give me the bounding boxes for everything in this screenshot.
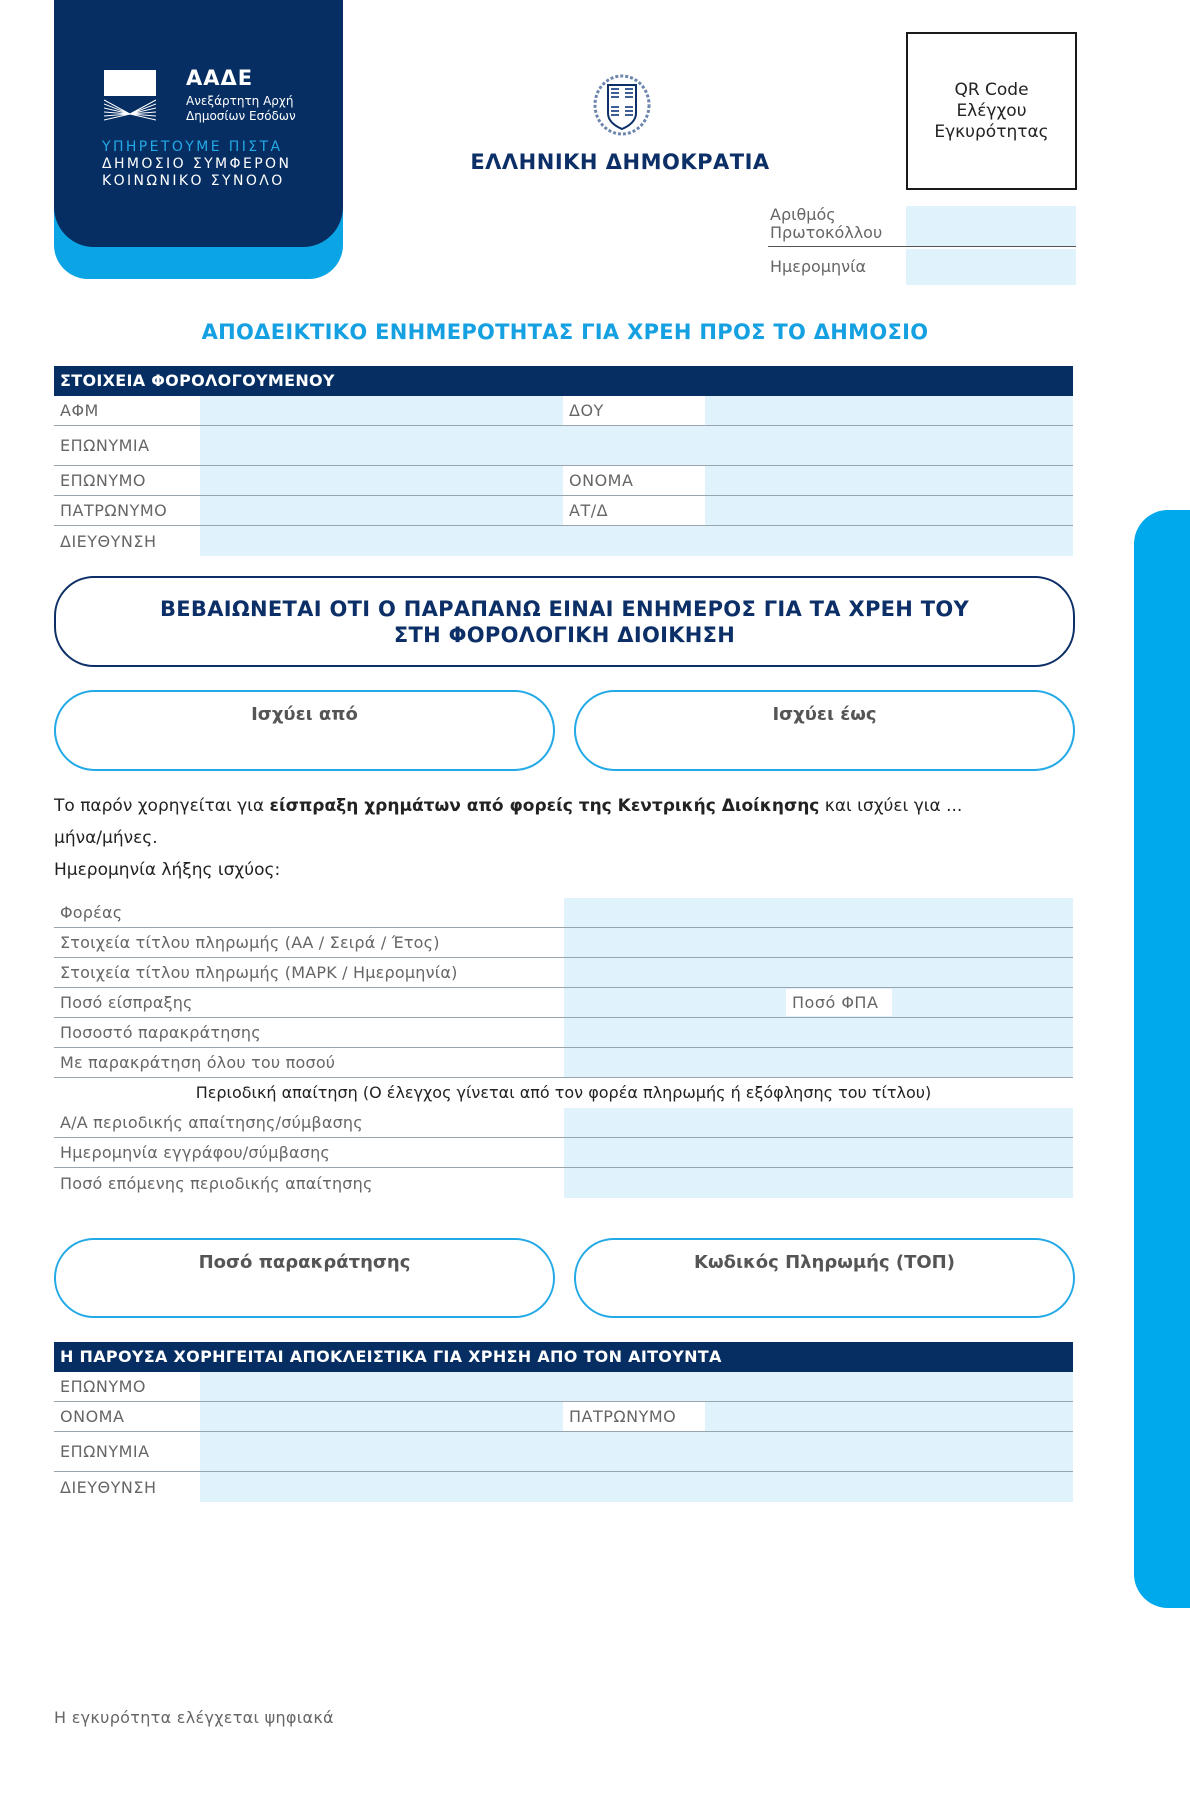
- table-row: [54, 898, 1073, 928]
- title-aa-field[interactable]: [564, 928, 1073, 957]
- protocol-label-line2: Πρωτοκόλλου: [770, 223, 883, 242]
- valid-from-label: Ισχύει από: [251, 704, 358, 725]
- table-row: [54, 496, 1073, 526]
- table-row: [54, 1372, 1073, 1402]
- withholding-amount-label: Ποσό παρακράτησης: [198, 1252, 411, 1273]
- paragraph-line2: μήνα/μήνες.: [54, 828, 158, 848]
- qr-line2: Ελέγχου: [956, 100, 1027, 121]
- afm-label: ΑΦΜ: [60, 401, 99, 420]
- full-withholding-field[interactable]: [564, 1048, 1073, 1077]
- vat-amount-label: Ποσό ΦΠΑ: [786, 989, 892, 1016]
- confirmation-line1: ΒΕΒΑΙΩΝΕΤΑΙ ΟΤΙ Ο ΠΑΡΑΠΑΝΩ ΕΙΝΑΙ ΕΝΗΜΕΡΟΣ ΓΙΑ ΤΑ ΧΡΕΗ ΤΟΥ: [159, 596, 970, 621]
- confirmation-banner: [54, 576, 1075, 667]
- qr-code-placeholder: [906, 32, 1077, 190]
- logo-full-name: [186, 94, 336, 124]
- paragraph-text: Το παρόν χορηγείται για: [54, 796, 270, 816]
- withholding-amount-field[interactable]: [54, 1238, 555, 1318]
- eponymia-label: ΕΠΩΝΥΜΙΑ: [60, 436, 150, 455]
- section-heading: Η ΠΑΡΟΥΣΑ ΧΟΡΗΓΕΙΤΑΙ ΑΠΟΚΛΕΙΣΤΙΚΑ ΓΙΑ ΧΡΗΣΗ ΑΠΟ ΤΟΝ ΑΙΤΟΥΝΤΑ: [54, 1342, 1073, 1372]
- applicant-eponymo-label: ΕΠΩΝΥΜΟ: [60, 1377, 147, 1396]
- table-row: [54, 1138, 1073, 1168]
- valid-to-label: Ισχύει έως: [772, 704, 877, 725]
- applicant-onoma-label: ΟΝΟΜΑ: [60, 1407, 125, 1426]
- expiry-date-label: Ημερομηνία λήξης ισχύος:: [54, 860, 281, 880]
- next-periodic-amount-field[interactable]: [564, 1168, 1073, 1198]
- title-mark-label: Στοιχεία τίτλου πληρωμής (ΜΑΡΚ / Ημερομηνία): [60, 963, 458, 982]
- side-decoration-bar: [1134, 510, 1190, 1608]
- applicant-address-label: ΔΙΕΥΘΥΝΣΗ: [60, 1477, 157, 1497]
- qr-line1: QR Code: [954, 79, 1029, 100]
- title-mark-field[interactable]: [564, 958, 1073, 987]
- table-row: [54, 988, 1073, 1018]
- periodic-aa-label: Α/Α περιοδικής απαίτησης/σύμβασης: [60, 1113, 363, 1132]
- protocol-number-field[interactable]: [906, 206, 1076, 246]
- table-row: [54, 1018, 1073, 1048]
- address-label: ΔΙΕΥΘΥΝΣΗ: [60, 531, 157, 551]
- applicant-address-field[interactable]: [200, 1472, 1073, 1502]
- valid-from-field[interactable]: [54, 690, 555, 771]
- table-row: [54, 928, 1073, 958]
- issuance-paragraph: [54, 790, 1084, 886]
- payment-code-field[interactable]: [574, 1238, 1075, 1318]
- next-periodic-amount-label: Ποσό επόμενης περιοδικής απαίτησης: [60, 1173, 373, 1193]
- applicant-eponymo-field[interactable]: [200, 1372, 1073, 1401]
- greek-coat-of-arms-icon: [592, 73, 652, 138]
- confirmation-line2: ΣΤΗ ΦΟΡΟΛΟΓΙΚΗ ΔΙΟΙΚΗΣΗ: [393, 622, 736, 647]
- date-label: Ημερομηνία: [770, 257, 867, 276]
- table-row: [54, 1048, 1073, 1078]
- protocol-label-line1: Αριθμός: [770, 205, 836, 224]
- logo-abbreviation: ΑΑΔΕ: [186, 66, 254, 90]
- footer-note: Η εγκυρότητα ελέγχεται ψηφιακά: [54, 1708, 334, 1727]
- page-title: ΑΠΟΔΕΙΚΤΙΚΟ ΕΝΗΜΕΡΟΤΗΤΑΣ ΓΙΑ ΧΡΕΗ ΠΡΟΣ ΤΟ ΔΗΜΟΣΙΟ: [201, 320, 929, 344]
- table-row: [54, 1168, 1073, 1198]
- eponymo-label: ΕΠΩΝΥΜΟ: [60, 471, 147, 490]
- table-row: [54, 1108, 1073, 1138]
- date-field[interactable]: [906, 249, 1076, 285]
- applicant-eponymia-field[interactable]: [200, 1432, 1073, 1471]
- collection-amount-label: Ποσό είσπραξης: [60, 993, 193, 1012]
- payment-details-section: [54, 898, 1073, 1198]
- slogan-line1: ΥΠΗΡΕΤΟΥΜΕ ΠΙΣΤΑ: [102, 139, 283, 155]
- eponymia-field[interactable]: [200, 426, 1073, 465]
- paragraph-bold-text: είσπραξη χρημάτων από φορείς της Κεντρικής Διοίκησης: [269, 796, 820, 816]
- paragraph-text-end: και ισχύει για ...: [819, 796, 963, 816]
- slogan-line3: ΚΟΙΝΩΝΙΚΟ ΣΥΝΟΛΟ: [102, 173, 285, 189]
- address-field[interactable]: [200, 526, 1073, 556]
- withholding-rate-field[interactable]: [564, 1018, 1073, 1047]
- logo-name-line1: Ανεξάρτητη Αρχή: [186, 94, 294, 108]
- republic-title: ΕΛΛΗΝΙΚΗ ΔΗΜΟΚΡΑΤΙΑ: [470, 150, 770, 174]
- valid-to-field[interactable]: [574, 690, 1075, 771]
- table-row: [54, 396, 1073, 426]
- table-row: [54, 1432, 1073, 1472]
- payer-entity-field[interactable]: [564, 898, 1073, 927]
- doy-label: ΔΟΥ: [563, 396, 705, 425]
- withholding-rate-label: Ποσοστό παρακράτησης: [60, 1023, 261, 1042]
- payer-entity-label: Φορέας: [60, 903, 123, 922]
- table-row: [54, 466, 1073, 496]
- full-withholding-label: Με παρακράτηση όλου του ποσού: [60, 1053, 336, 1072]
- table-row: [54, 958, 1073, 988]
- payment-code-label: Κωδικός Πληρωμής (ΤΟΠ): [694, 1252, 955, 1273]
- logo-slogan: [102, 139, 342, 190]
- periodic-claim-heading: Περιοδική απαίτηση (Ο έλεγχος γίνεται από τον φορέα πληρωμής ή εξόφλησης του τίτλου): [195, 1083, 932, 1102]
- table-row: [54, 526, 1073, 556]
- slogan-line2: ΔΗΜΟΣΙΟ ΣΥΜΦΕΡΟΝ: [102, 156, 292, 172]
- document-date-field[interactable]: [564, 1138, 1073, 1167]
- section-heading: ΣΤΟΙΧΕΙΑ ΦΟΡΟΛΟΓΟΥΜΕΝΟΥ: [54, 366, 1073, 396]
- table-row: [54, 426, 1073, 466]
- document-date-label: Ημερομηνία εγγράφου/σύμβασης: [60, 1143, 330, 1162]
- taxpayer-section: [54, 366, 1073, 556]
- qr-line3: Εγκυρότητας: [934, 121, 1049, 142]
- aade-mark-icon: [104, 70, 156, 122]
- applicant-section: [54, 1342, 1073, 1502]
- title-aa-label: Στοιχεία τίτλου πληρωμής (ΑΑ / Σειρά / Έτος): [60, 933, 440, 952]
- applicant-patronymo-label: ΠΑΤΡΩΝΥΜΟ: [563, 1402, 705, 1431]
- applicant-eponymia-label: ΕΠΩΝΥΜΙΑ: [60, 1442, 150, 1461]
- table-row: [54, 1402, 1073, 1432]
- atd-label: ΑΤ/Δ: [563, 496, 705, 525]
- periodic-aa-field[interactable]: [564, 1108, 1073, 1137]
- divider: [768, 246, 1076, 247]
- onoma-label: ΟΝΟΜΑ: [563, 466, 705, 495]
- logo-name-line2: Δημοσίων Εσόδων: [186, 109, 296, 123]
- protocol-number-label: [770, 206, 900, 242]
- table-row: [54, 1472, 1073, 1502]
- patronymo-label: ΠΑΤΡΩΝΥΜΟ: [60, 501, 168, 520]
